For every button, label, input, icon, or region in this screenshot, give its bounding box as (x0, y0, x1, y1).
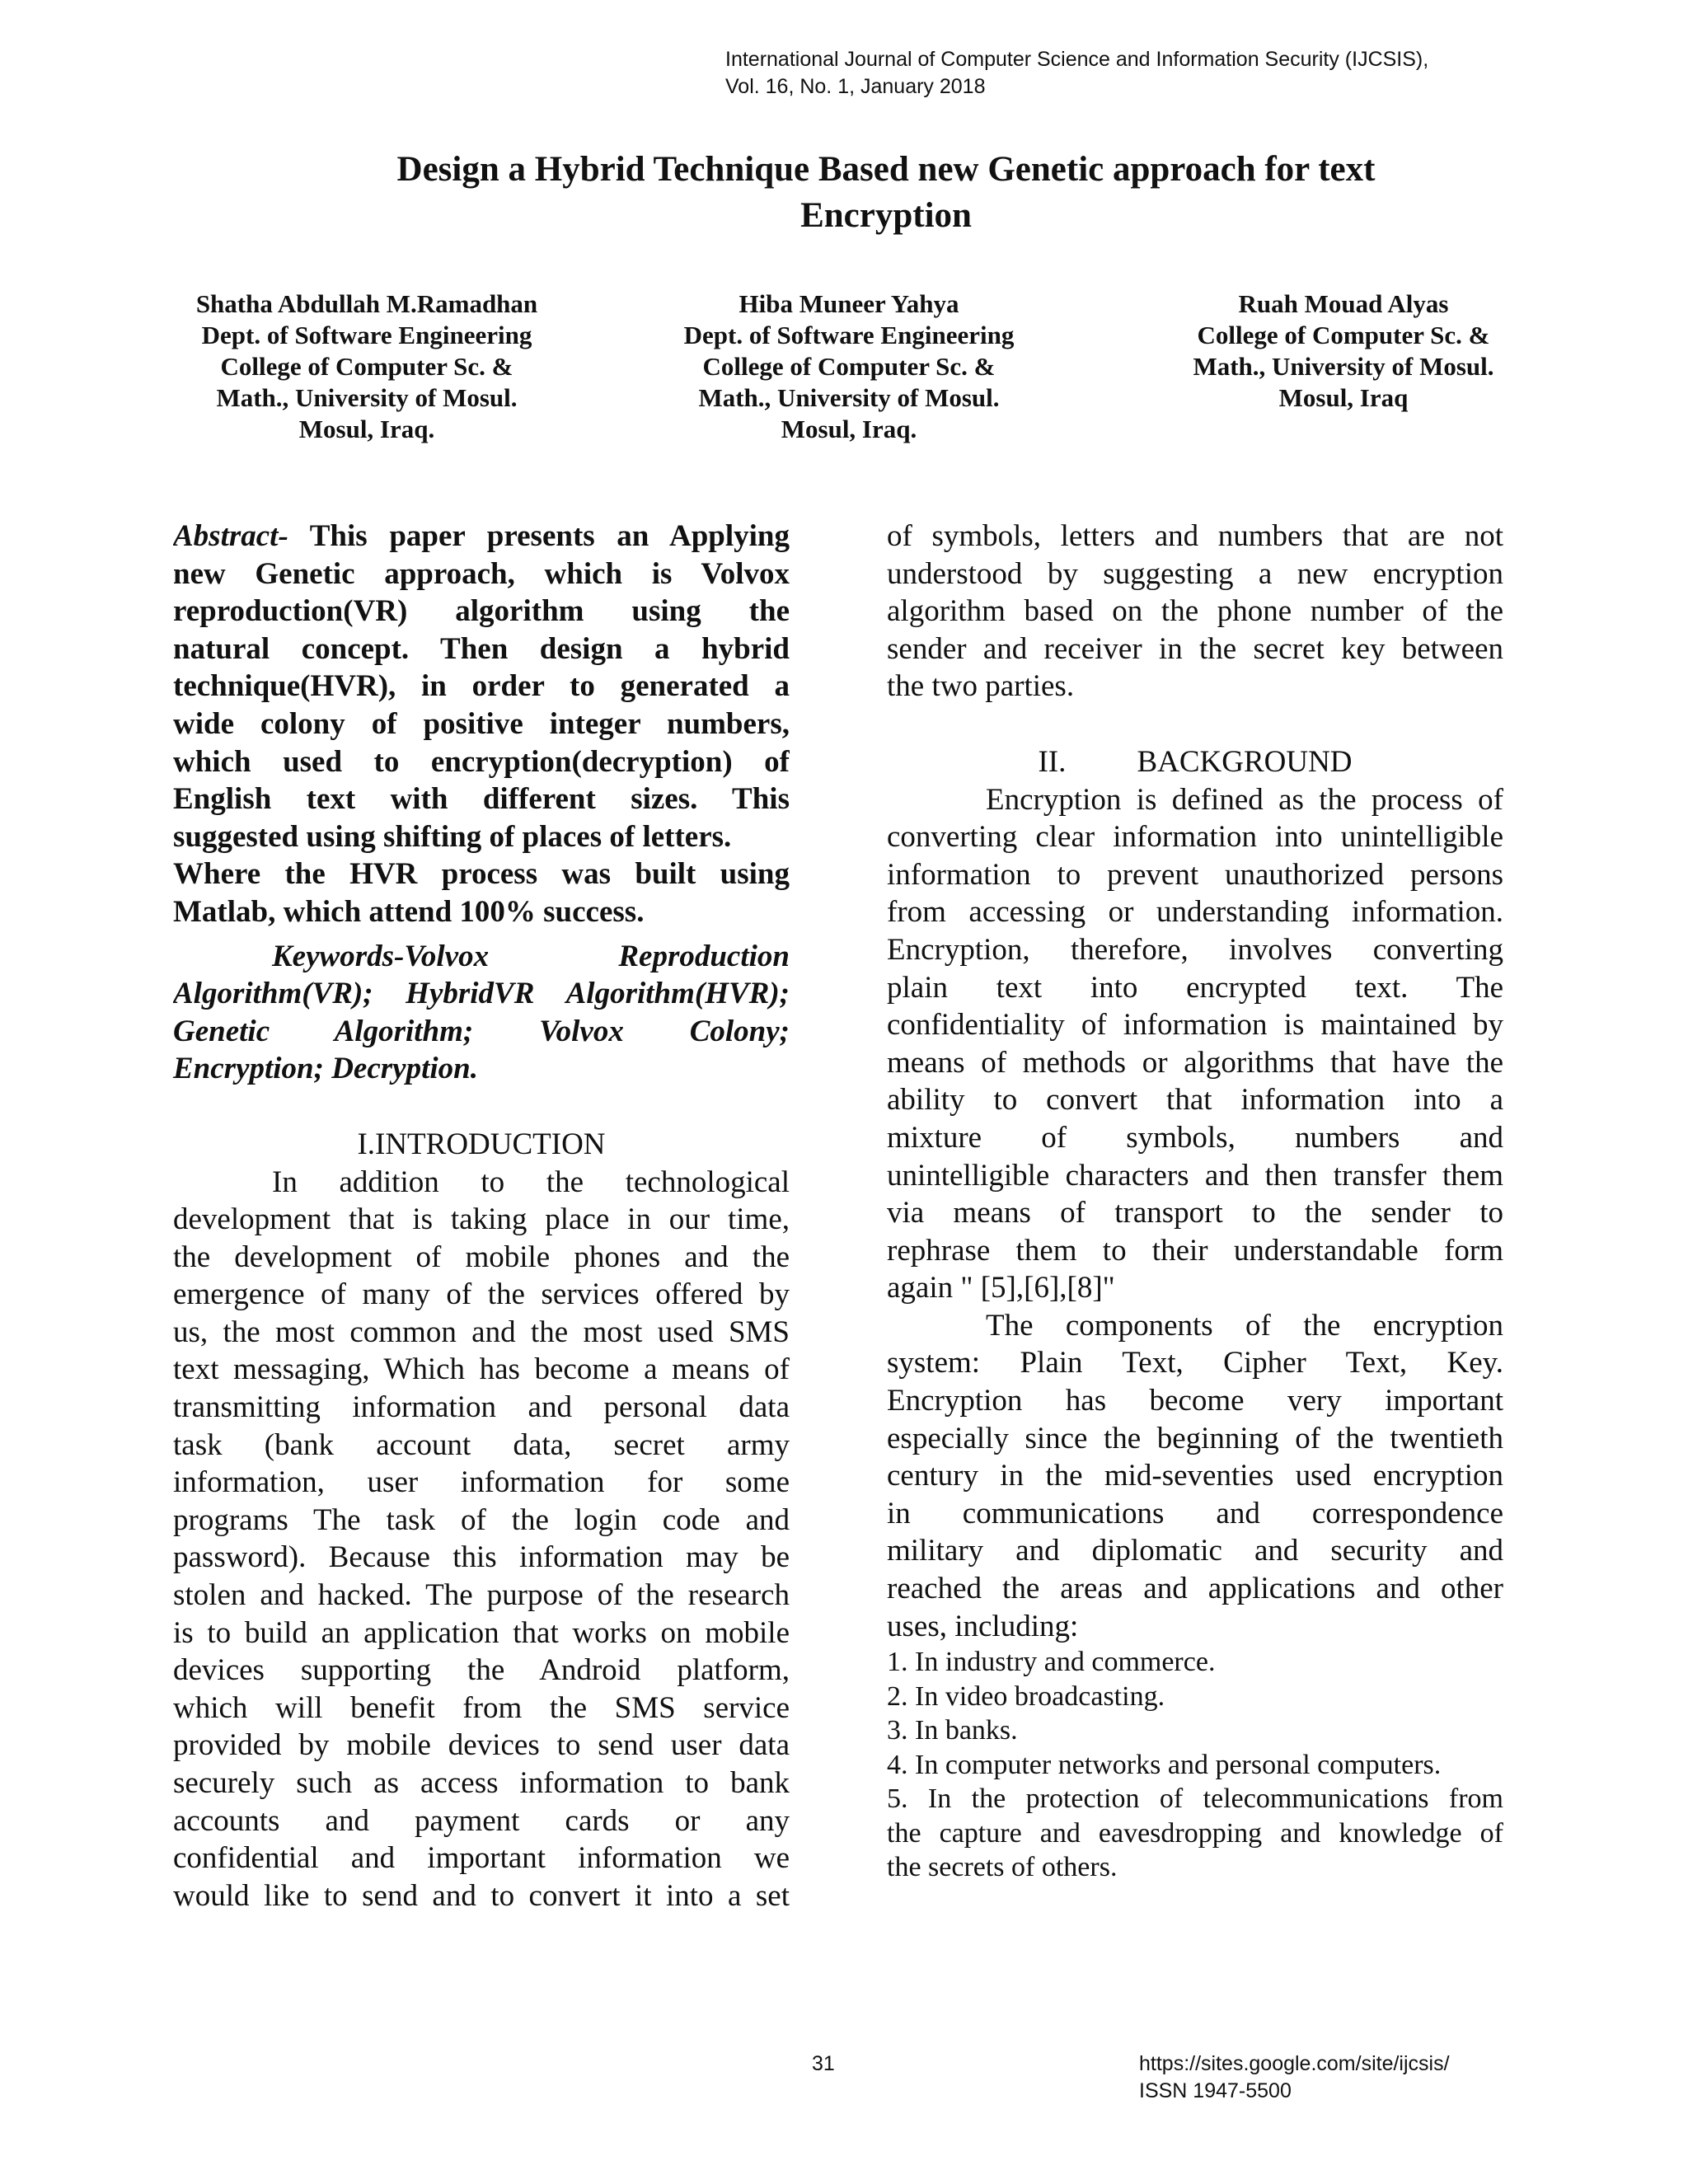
background-line: uses, including: (887, 1609, 1079, 1643)
background-line: confidentiality of information is maintained by (887, 1008, 1503, 1043)
intro-line: the development of mobile phones and the (173, 1240, 790, 1274)
background-line: Encryption is defined as the process of (986, 782, 1503, 817)
background-line: information to prevent unauthorized persons (887, 857, 1503, 892)
author-location: Mosul, Iraq. (298, 415, 435, 443)
background-line: century in the mid-seventies used encryption (887, 1459, 1503, 1493)
left-column (173, 518, 790, 1915)
background-line: converting clear information into unintelligible (887, 820, 1503, 855)
keywords-line: Genetic Algorithm; Volvox Colony; (173, 1014, 790, 1048)
background-line: The components of the encryption (986, 1308, 1503, 1343)
journal-volume-line: Vol. 16, No. 1, January 2018 (725, 75, 986, 98)
background-line: system: Plain Text, Cipher Text, Key. (887, 1346, 1503, 1380)
author-affiliation: College of Computer Sc. & (1197, 321, 1490, 349)
author-affiliation: College of Computer Sc. & (702, 352, 996, 381)
background-line: means of methods or algorithms that have the (887, 1045, 1503, 1080)
uses-list (887, 1645, 1503, 1885)
background-line: via means of transport to the sender to (887, 1196, 1503, 1230)
author-affiliation: Math., University of Mosul. (1193, 352, 1494, 381)
intro-line: task (bank account data, secret army (173, 1427, 790, 1462)
author-affiliation: Math., University of Mosul. (698, 383, 1000, 412)
abstract-first-text: This paper presents an Applying (288, 519, 790, 553)
author-name: Hiba Muneer Yahya (738, 289, 959, 318)
right-column (887, 518, 1503, 1885)
keywords (173, 938, 790, 1088)
abstract-line: wide colony of positive integer numbers, (173, 706, 790, 741)
journal-name-line: International Journal of Computer Science and Information Security (IJCSIS), (725, 48, 1429, 71)
introduction-paragraph (173, 1164, 790, 1915)
background-line: in communications and correspondence (887, 1496, 1503, 1530)
abstract-line: English text with different sizes. This (173, 782, 790, 817)
background-line: plain text into encrypted text. The (887, 970, 1503, 1005)
intro-line: development that is taking place in our time, (173, 1202, 790, 1237)
footer-info (1139, 2050, 1450, 2105)
intro-line: confidential and important information we (173, 1841, 790, 1876)
abstract-line: which used to encryption(decryption) of (173, 744, 790, 779)
background-paragraph-2 (887, 1307, 1503, 1645)
intro-line: of symbols, letters and numbers that are not (887, 519, 1503, 553)
intro-line: which will benefit from the SMS service (173, 1690, 790, 1725)
author-block-3 (1137, 288, 1550, 414)
background-heading-text: BACKGROUND (1137, 744, 1353, 779)
author-name: Ruah Mouad Alyas (1238, 289, 1449, 318)
background-paragraph-1 (887, 781, 1503, 1307)
background-line: rephrase them to their understandable form (887, 1233, 1503, 1268)
abstract-line: natural concept. Then design a hybrid (173, 631, 790, 666)
background-heading-number: II. (1038, 744, 1067, 779)
abstract-line: new Genetic approach, which is Volvox (173, 556, 790, 591)
intro-line: the two parties. (887, 669, 1075, 704)
background-line: mixture of symbols, numbers and (887, 1120, 1503, 1155)
intro-line: stolen and hacked. The purpose of the research (173, 1578, 790, 1613)
list-item: 1. In industry and commerce. (887, 1647, 1216, 1678)
abstract-label: Abstract- (173, 519, 288, 553)
issn: ISSN 1947-5500 (1139, 2079, 1292, 2102)
author-location: Mosul, Iraq (1278, 383, 1409, 412)
keywords-line: Algorithm(VR); HybridVR Algorithm(HVR); (173, 977, 790, 1011)
background-line: especially since the beginning of the twentieth (887, 1421, 1503, 1455)
list-item: 4. In computer networks and personal computers. (887, 1749, 1442, 1780)
title-line-2: Encryption (800, 196, 972, 235)
intro-line: devices supporting the Android platform, (173, 1653, 790, 1688)
intro-line: understood by suggesting a new encryption (887, 556, 1503, 591)
intro-line: password). Because this information may be (173, 1540, 790, 1575)
intro-line: algorithm based on the phone number of the (887, 594, 1503, 629)
intro-line: provided by mobile devices to send user data (173, 1728, 790, 1763)
intro-line: securely such as access information to bank (173, 1766, 790, 1800)
abstract (173, 518, 790, 931)
introduction-heading: I.INTRODUCTION (357, 1127, 606, 1161)
keywords-line: Keywords-Volvox Reproduction (272, 939, 790, 973)
intro-line: sender and receiver in the secret key between (887, 631, 1503, 666)
intro-line: would like to send and to convert it into a set (173, 1878, 790, 1913)
abstract-line: reproduction(VR) algorithm using the (173, 594, 790, 629)
background-line: unintelligible characters and then transfer them (887, 1158, 1503, 1193)
background-heading (887, 743, 1503, 781)
list-item: the capture and eavesdropping and knowledge of (887, 1817, 1503, 1849)
author-block-2 (643, 288, 1055, 445)
intro-line: programs The task of the login code and (173, 1502, 790, 1537)
intro-line: us, the most common and the most used SMS (173, 1315, 790, 1349)
author-affiliation: Dept. of Software Engineering (683, 321, 1015, 349)
author-affiliation: College of Computer Sc. & (220, 352, 513, 381)
author-affiliation: Dept. of Software Engineering (201, 321, 532, 349)
introduction-continuation (887, 518, 1503, 705)
page-number: 31 (812, 2052, 835, 2075)
abstract-line: Matlab, which attend 100% success. (173, 894, 645, 929)
abstract-line: suggested using shifting of places of letters. (173, 819, 732, 854)
intro-line: text messaging, Which has become a means of (173, 1352, 790, 1387)
author-name: Shatha Abdullah M.Ramadhan (195, 289, 538, 318)
background-line: reached the areas and applications and other (887, 1572, 1503, 1606)
list-item: 2. In video broadcasting. (887, 1680, 1165, 1712)
abstract-line: technique(HVR), in order to generated a (173, 669, 790, 704)
background-line: Encryption, therefore, involves converting (887, 932, 1503, 967)
author-affiliation: Math., University of Mosul. (216, 383, 518, 412)
intro-line: information, user information for some (173, 1465, 790, 1500)
paper-title (247, 147, 1525, 239)
list-item: the secrets of others. (887, 1852, 1118, 1883)
intro-line: is to build an application that works on mobile (173, 1615, 790, 1650)
keywords-line: Encryption; Decryption. (173, 1052, 478, 1086)
title-line-1: Design a Hybrid Technique Based new Genetic approach for text (396, 150, 1376, 189)
abstract-line (173, 518, 790, 555)
intro-line: emergence of many of the services offered by (173, 1277, 790, 1312)
author-block-1 (161, 288, 573, 445)
intro-line: accounts and payment cards or any (173, 1803, 790, 1838)
background-line: ability to convert that information into a (887, 1083, 1503, 1118)
background-line: Encryption has become very important (887, 1384, 1503, 1418)
journal-header (725, 46, 1428, 101)
author-location: Mosul, Iraq. (781, 415, 917, 443)
background-line: again " [5],[6],[8]" (887, 1271, 1115, 1305)
intro-line: transmitting information and personal data (173, 1390, 790, 1425)
list-item: 3. In banks. (887, 1715, 1018, 1746)
journal-url: https://sites.google.com/site/ijcsis/ (1139, 2052, 1450, 2075)
intro-line: In addition to the technological (272, 1165, 790, 1199)
abstract-line: Where the HVR process was built using (173, 857, 790, 892)
background-line: from accessing or understanding information. (887, 895, 1503, 930)
background-line: military and diplomatic and security and (887, 1534, 1503, 1568)
list-item: 5. In the protection of telecommunications from (887, 1783, 1503, 1815)
